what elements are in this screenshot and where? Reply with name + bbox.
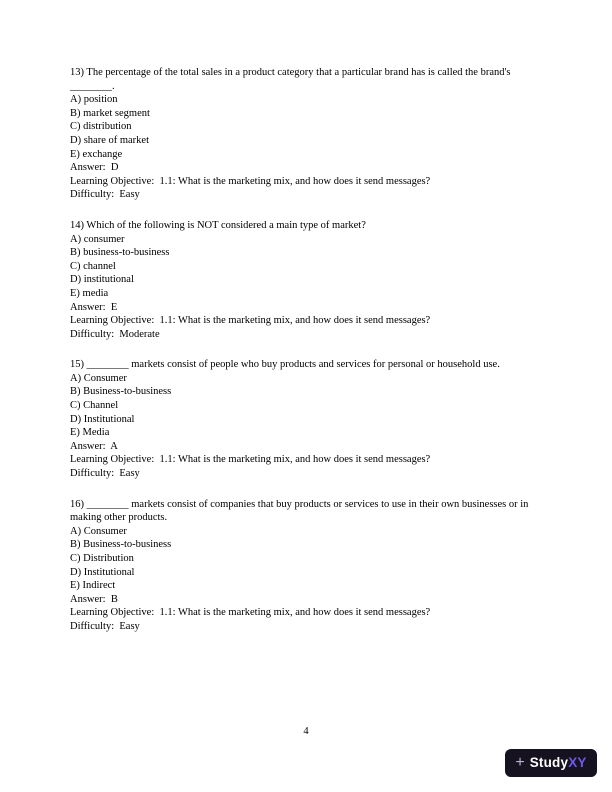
question-option: A) position <box>70 94 118 106</box>
question-objective: Learning Objective: 1.1: What is the marketing mix, and how does it send messages? <box>70 454 431 466</box>
logo-text-study: Study <box>529 755 569 771</box>
question-answer: Answer: D <box>70 162 119 174</box>
question-objective: Learning Objective: 1.1: What is the marketing mix, and how does it send messages? <box>70 607 431 619</box>
question-answer: Answer: B <box>70 593 118 605</box>
question-option: B) business-to-business <box>70 247 170 259</box>
question-objective: Learning Objective: 1.1: What is the marketing mix, and how does it send messages? <box>70 315 431 327</box>
question-block-15 <box>70 358 544 480</box>
question-option: B) market segment <box>70 107 150 119</box>
question-block-13 <box>70 66 544 202</box>
plus-icon: + <box>515 753 525 771</box>
question-option: A) Consumer <box>70 525 127 537</box>
question-option: C) Distribution <box>70 553 134 564</box>
question-option: C) Channel <box>70 400 119 412</box>
question-difficulty: Difficulty: Easy <box>70 189 140 201</box>
question-option: D) Institutional <box>70 413 135 425</box>
question-stem: 16) ________ markets consist of companies that buy products or services to use in their own businesses or in making other products. <box>70 498 532 524</box>
page-number: 4 <box>303 726 309 737</box>
question-option: C) distribution <box>70 121 132 133</box>
question-block-14 <box>70 219 544 341</box>
question-option: B) Business-to-business <box>70 386 172 398</box>
studyxy-logo <box>505 749 597 777</box>
question-option: B) Business-to-business <box>70 539 172 551</box>
question-difficulty: Difficulty: Easy <box>70 468 140 480</box>
question-option: E) media <box>70 287 109 299</box>
document-body <box>70 66 544 651</box>
question-option: D) institutional <box>70 274 134 286</box>
question-option: A) consumer <box>70 233 125 245</box>
question-answer: Answer: A <box>70 440 118 452</box>
question-stem: 14) Which of the following is NOT considered a main type of market? <box>70 219 366 231</box>
question-difficulty: Difficulty: Moderate <box>70 328 160 340</box>
logo-text <box>530 756 587 770</box>
question-option: E) exchange <box>70 148 123 160</box>
question-difficulty: Difficulty: Easy <box>70 620 140 632</box>
question-option: D) share of market <box>70 134 150 146</box>
question-option: E) Indirect <box>70 580 116 592</box>
question-option: E) Media <box>70 427 110 439</box>
question-block-16 <box>70 498 544 634</box>
question-option: D) Institutional <box>70 566 135 578</box>
question-stem: 15) ________ markets consist of people who buy products and services for personal or household use. <box>70 359 500 371</box>
logo-text-xy: XY <box>568 755 587 771</box>
question-option: A) Consumer <box>70 372 127 384</box>
question-stem: 13) The percentage of the total sales in a product category that a particular brand has is called the brand's ________. <box>70 67 514 92</box>
question-option: C) channel <box>70 260 116 272</box>
question-answer: Answer: E <box>70 301 118 313</box>
question-objective: Learning Objective: 1.1: What is the marketing mix, and how does it send messages? <box>70 175 431 187</box>
